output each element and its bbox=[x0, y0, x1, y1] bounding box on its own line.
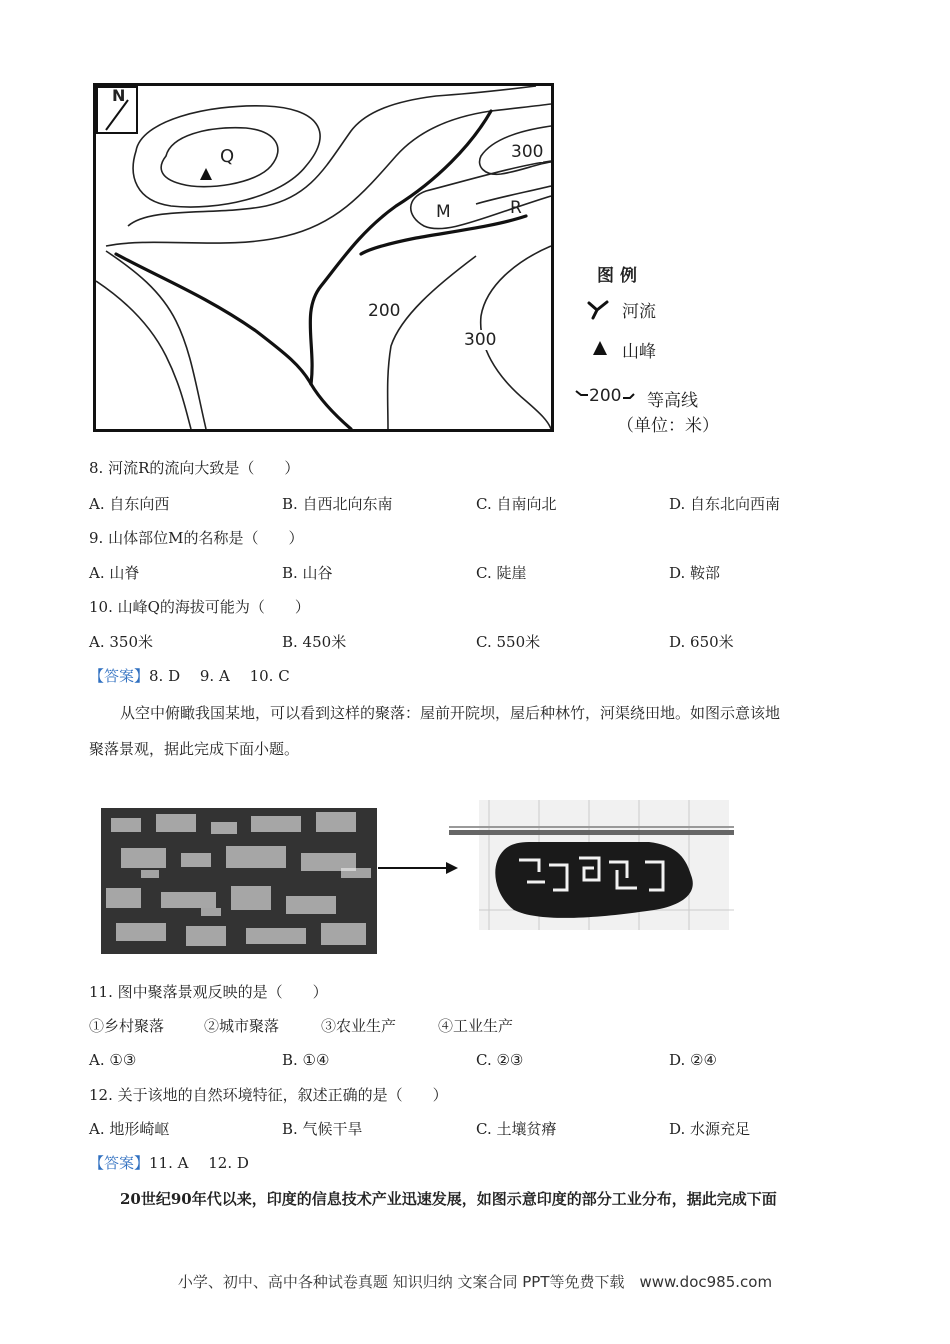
q8-stem: 8. 河流R的流向大致是（ ） bbox=[89, 459, 300, 477]
legend-contour-label: 等高线 bbox=[647, 391, 698, 411]
q8-option-b: B. 自西北向东南 bbox=[282, 495, 393, 513]
aerial-photo-texture bbox=[101, 808, 377, 954]
label-r: R bbox=[510, 198, 522, 218]
page-footer: 小学、初中、高中各种试卷真题 知识归纳 文案合同 PPT等免费下载 www.doc985.com bbox=[177, 1273, 773, 1291]
answer-tag: 【答案】 bbox=[89, 667, 150, 685]
legend-river-label: 河流 bbox=[622, 302, 656, 322]
legend-unit: （单位：米） bbox=[617, 416, 719, 436]
q12-option-d: D. 水源充足 bbox=[669, 1120, 751, 1138]
contour-label-300-bottom: 300 bbox=[464, 330, 497, 350]
arrow-right-icon bbox=[378, 860, 458, 876]
q11-item-3: ③农业生产 bbox=[321, 1017, 397, 1035]
q11-item-2: ②城市聚落 bbox=[204, 1017, 280, 1035]
q9-option-d: D. 鞍部 bbox=[669, 564, 721, 582]
passage1-line2: 聚落景观，据此完成下面小题。 bbox=[89, 740, 300, 758]
q10-option-a: A. 350米 bbox=[89, 633, 153, 651]
q8-option-c: C. 自南向北 bbox=[476, 495, 557, 513]
q11-stem: 11. 图中聚落景观反映的是（ ） bbox=[89, 983, 328, 1001]
q11-option-c: C. ②③ bbox=[476, 1051, 524, 1069]
contour-label-300-top: 300 bbox=[511, 142, 544, 162]
peak-icon bbox=[590, 338, 610, 358]
q9-option-a: A. 山脊 bbox=[89, 564, 140, 582]
q10-option-d: D. 650米 bbox=[669, 633, 734, 651]
q10-option-c: C. 550米 bbox=[476, 633, 541, 651]
answer-text: 8. D 9. A 10. C bbox=[149, 667, 290, 685]
legend-title: 图例 bbox=[597, 266, 643, 286]
contour-map bbox=[93, 83, 554, 432]
schematic-drawing bbox=[449, 800, 734, 930]
q12-stem: 12. 关于该地的自然环境特征，叙述正确的是（ ） bbox=[89, 1086, 448, 1104]
passage2-line1: 20世纪90年代以来，印度的信息技术产业迅速发展，如图示意印度的部分工业分布，据此完成下面 bbox=[120, 1190, 777, 1208]
q10-option-b: B. 450米 bbox=[282, 633, 347, 651]
q9-option-b: B. 山谷 bbox=[282, 564, 333, 582]
q9-option-c: C. 陡崖 bbox=[476, 564, 527, 582]
passage1-line1: 从空中俯瞰我国某地，可以看到这样的聚落：屋前开院坝，屋后种林竹，河渠绕田地。如图示意该地 bbox=[120, 704, 781, 722]
q11-option-a: A. ①③ bbox=[89, 1051, 137, 1069]
contour-label-200: 200 bbox=[368, 301, 401, 321]
legend-peak-label: 山峰 bbox=[622, 342, 656, 362]
peak-q-label: Q bbox=[220, 146, 235, 167]
north-label: N bbox=[112, 86, 126, 105]
q9-stem: 9. 山体部位M的名称是（ ） bbox=[89, 529, 304, 547]
settlement-schematic bbox=[449, 800, 734, 930]
answer-block-1 bbox=[89, 666, 290, 686]
legend-contour-value: 200 bbox=[589, 386, 622, 406]
q8-option-a: A. 自东向西 bbox=[89, 495, 170, 513]
q11-option-d: D. ②④ bbox=[669, 1051, 717, 1069]
answer-block-2 bbox=[89, 1153, 249, 1173]
q11-option-b: B. ①④ bbox=[282, 1051, 330, 1069]
peak-marker bbox=[200, 168, 212, 180]
answer-text: 11. A 12. D bbox=[149, 1154, 249, 1172]
answer-tag: 【答案】 bbox=[89, 1154, 150, 1172]
q12-option-a: A. 地形崎岖 bbox=[89, 1120, 170, 1138]
river-icon bbox=[585, 298, 611, 322]
q8-option-d: D. 自东北向西南 bbox=[669, 495, 781, 513]
q10-stem: 10. 山峰Q的海拔可能为（ ） bbox=[89, 598, 310, 616]
label-m: M bbox=[436, 202, 451, 222]
settlement-aerial-photo bbox=[101, 808, 377, 954]
q11-item-4: ④工业生产 bbox=[438, 1017, 514, 1035]
q12-option-b: B. 气候干旱 bbox=[282, 1120, 363, 1138]
contour-lines-svg bbox=[96, 86, 551, 429]
contour-tick-left-icon bbox=[575, 388, 589, 402]
q11-item-1: ①乡村聚落 bbox=[89, 1017, 165, 1035]
q12-option-c: C. 土壤贫瘠 bbox=[476, 1120, 557, 1138]
contour-tick-right-icon bbox=[622, 392, 636, 404]
